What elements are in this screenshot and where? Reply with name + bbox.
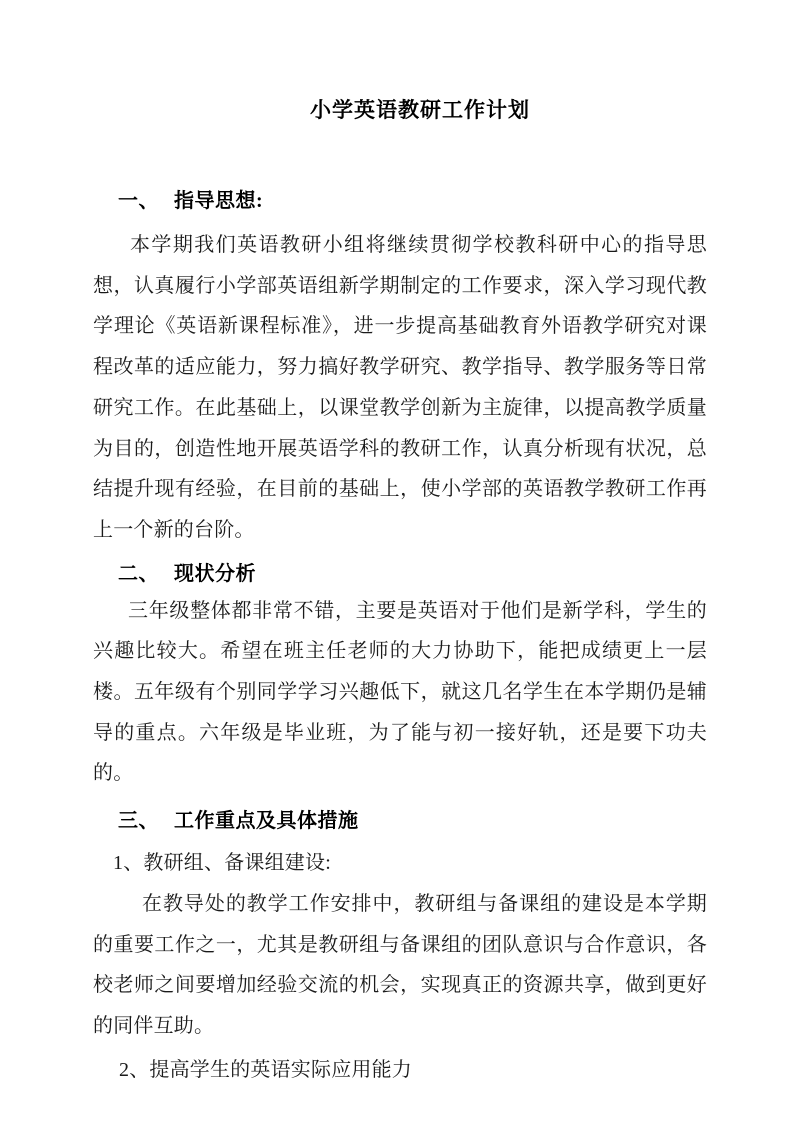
section-title-2: 现状分析 <box>174 562 256 585</box>
section-heading-2 <box>93 559 707 589</box>
section-heading-3 <box>93 806 707 836</box>
section-number-2: 二、 <box>118 562 159 585</box>
section-heading-1 <box>93 186 707 216</box>
section-number-3: 三、 <box>118 810 159 833</box>
paragraph-group-building: 在教导处的教学工作安排中，教研组与备课组的建设是本学期的重要工作之一，尤其是教研组与备课组的团队意识与合作意识，各校老师之间要增加经验交流的机会，实现真正的资源共享，做到更好的同伴互助。 <box>93 892 707 1037</box>
list-item-2-label: 2、提高学生的英语实际应用能力 <box>119 1058 412 1081</box>
section-title-1: 指导思想: <box>174 190 264 212</box>
document-title: 小学英语教研工作计划 <box>310 98 530 122</box>
paragraph-guiding-ideology: 本学期我们英语教研小组将继续贯彻学校教科研中心的指导思想，认真履行小学部英语组新学期制定的工作要求，深入学习现代教学理论《英语新课程标准》，进一步提高基础教育外语教学研究对课程改革的适应能力，努力搞好教学研究、教学指导、教学服务等日常研究工作。在此基础上，以课堂教学创新为主旋律，以提高教学质量为目的，创造性地开展英语学科的教研工作，认真分析现有状况，总结提升现有经验，在目前的基础上，使小学部的英语教学教研工作再上一个新的台阶。 <box>93 234 707 541</box>
section-title-3: 工作重点及具体措施 <box>174 810 359 833</box>
paragraph-status-analysis: 三年级整体都非常不错，主要是英语对于他们是新学科，学生的兴趣比较大。希望在班主任老师的大力协助下，能把成绩更上一层楼。五年级有个别同学学习兴趣低下，就这几名学生在本学期仍是辅导的重点。六年级是毕业班，为了能与初一接好轨，还是要下功夫的。 <box>93 599 707 785</box>
list-item-1-label: 1、教研组、备课组建设: <box>113 852 331 875</box>
section-number-1: 一、 <box>118 190 159 212</box>
